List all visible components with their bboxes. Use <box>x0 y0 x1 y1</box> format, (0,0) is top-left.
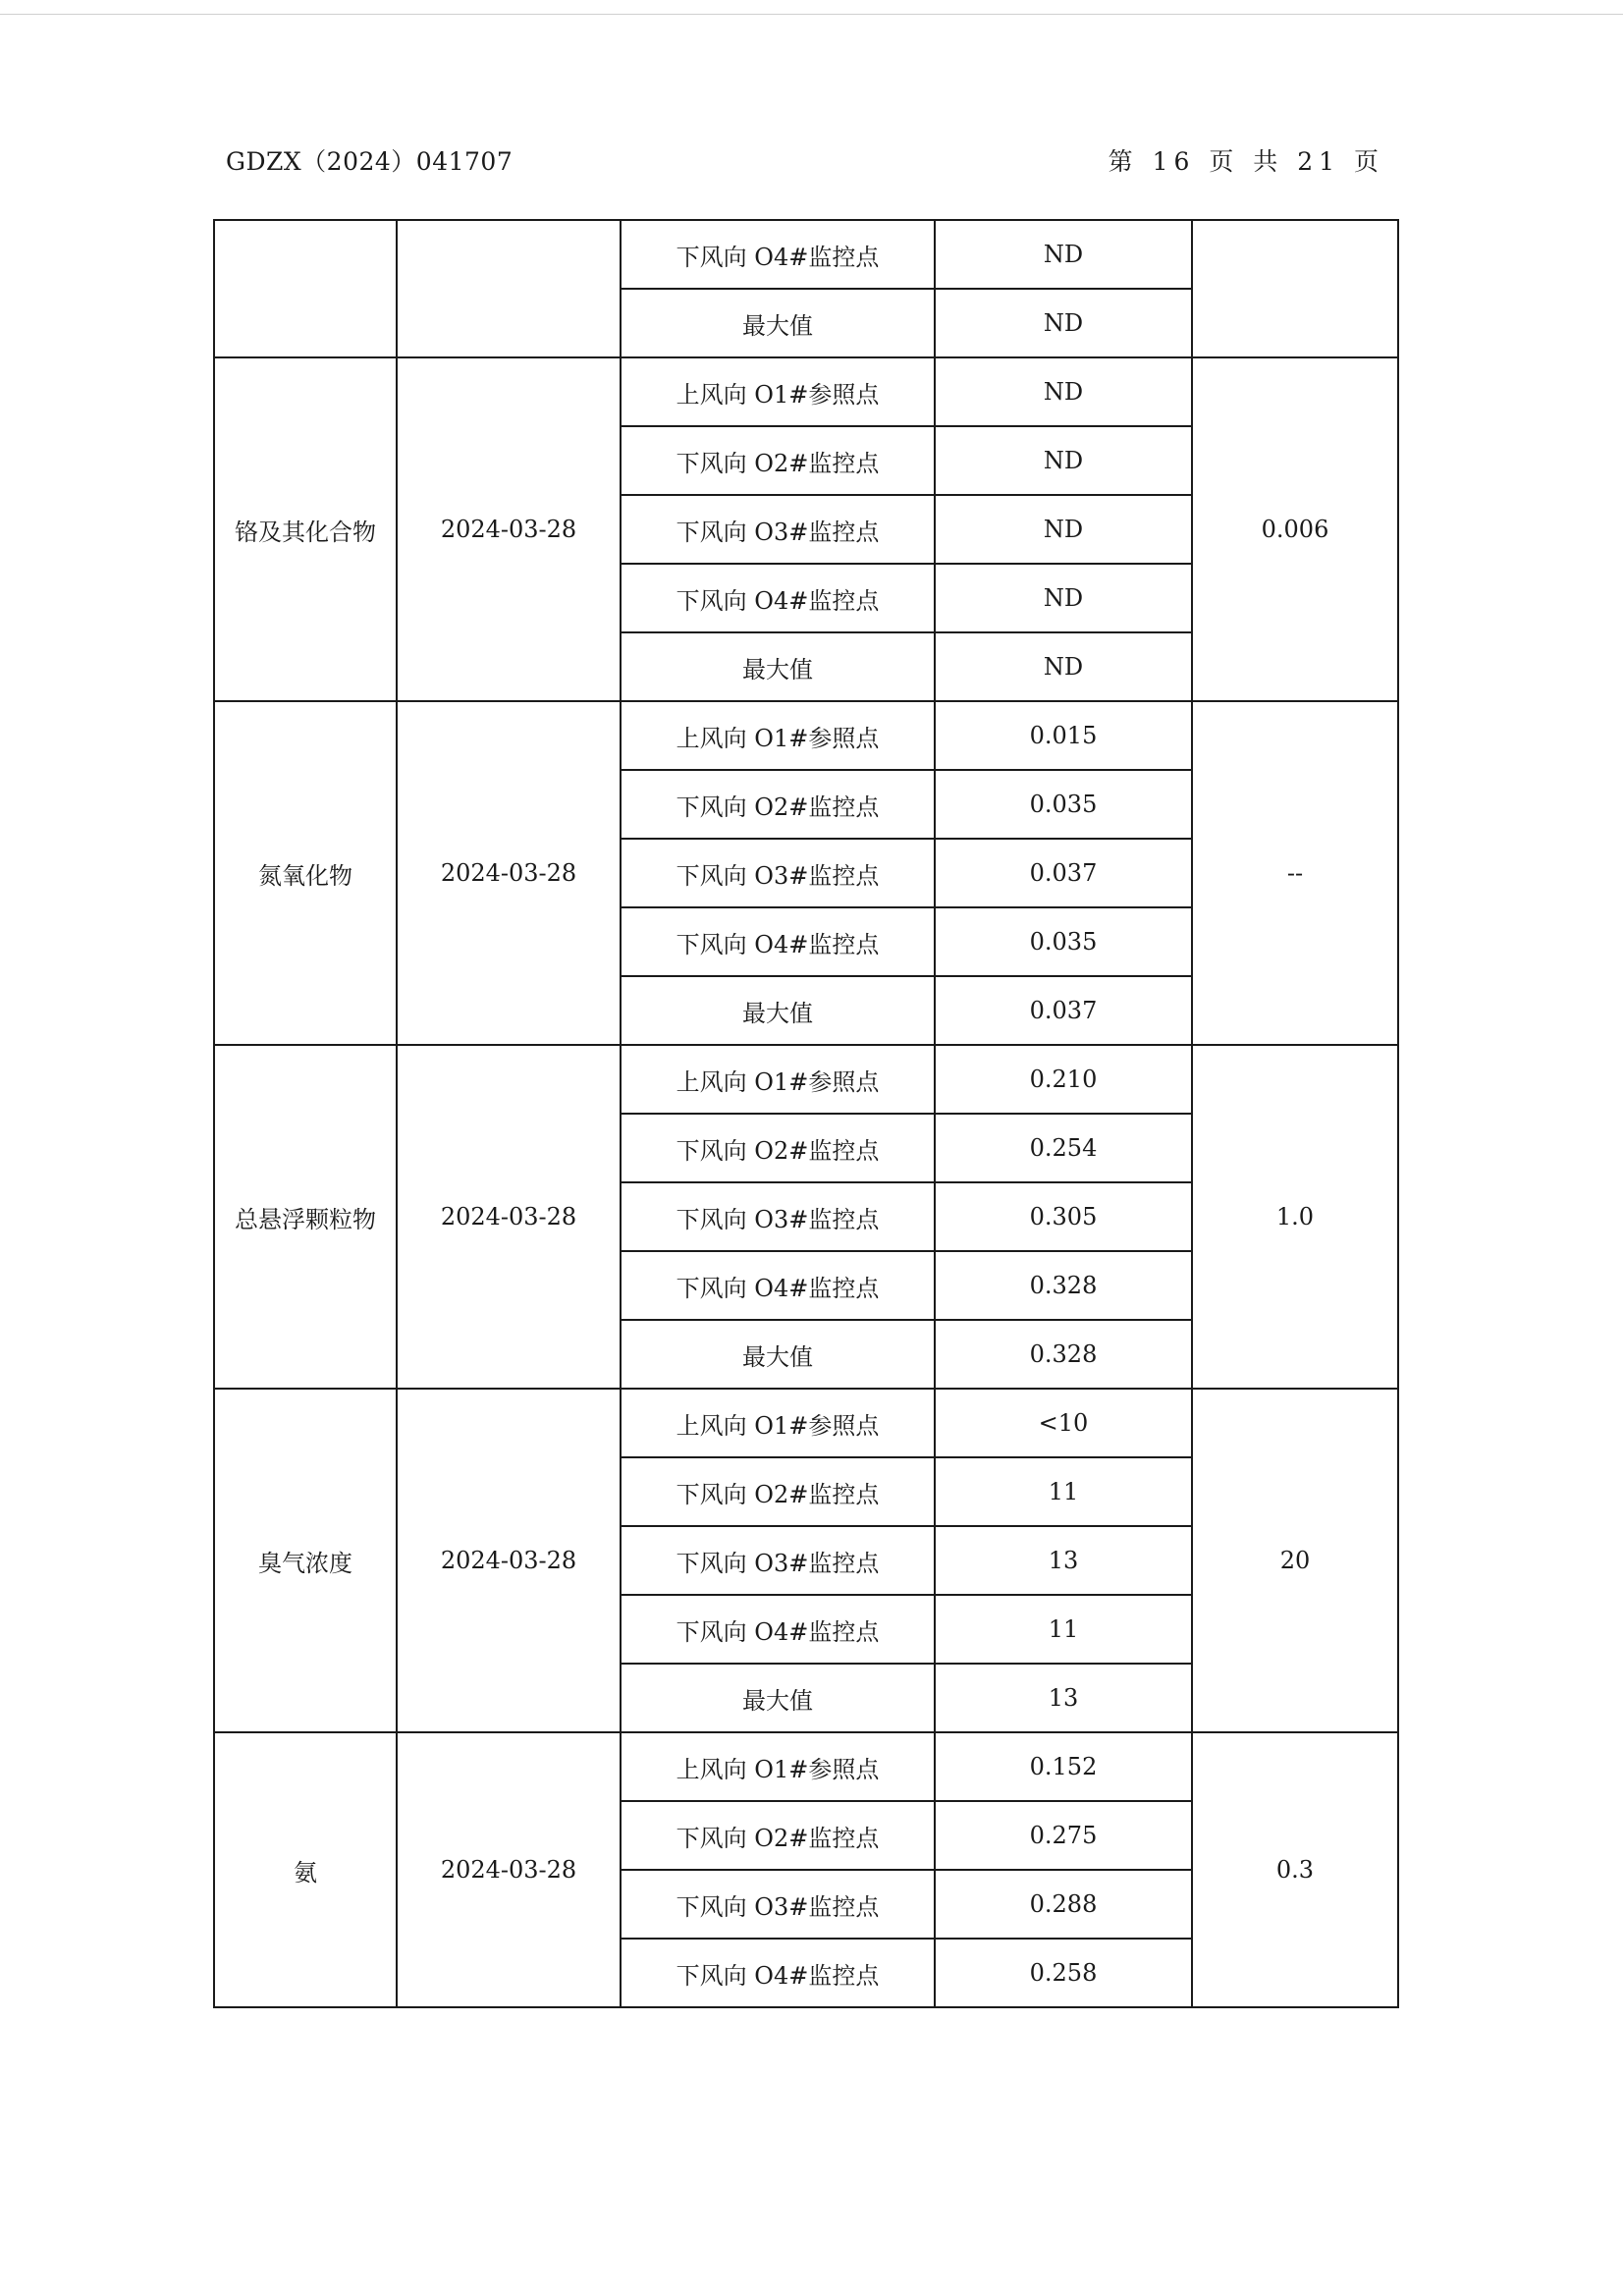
limit-cell <box>1192 220 1398 357</box>
point-cell: 下风向 O4#监控点 <box>621 907 935 976</box>
result-cell: 13 <box>935 1526 1192 1595</box>
limit-cell: -- <box>1192 701 1398 1045</box>
result-cell: 11 <box>935 1457 1192 1526</box>
limit-cell: 20 <box>1192 1389 1398 1732</box>
result-cell: 0.275 <box>935 1801 1192 1870</box>
limit-cell: 0.006 <box>1192 357 1398 701</box>
result-cell: <10 <box>935 1389 1192 1457</box>
point-cell: 下风向 O2#监控点 <box>621 1114 935 1182</box>
date-cell: 2024-03-28 <box>397 1389 621 1732</box>
limit-cell: 1.0 <box>1192 1045 1398 1389</box>
result-cell: 0.210 <box>935 1045 1192 1114</box>
point-cell: 下风向 O3#监控点 <box>621 1526 935 1595</box>
result-cell: 0.152 <box>935 1732 1192 1801</box>
page-number: 第 16 页 共 21 页 <box>1108 147 1384 176</box>
result-cell: 0.258 <box>935 1939 1192 2007</box>
point-cell: 最大值 <box>621 632 935 701</box>
point-cell: 下风向 O2#监控点 <box>621 770 935 839</box>
result-cell: 0.328 <box>935 1320 1192 1389</box>
item-cell: 氨 <box>214 1732 397 2007</box>
scan-top-rule <box>0 14 1623 15</box>
table-row <box>214 701 1398 770</box>
table-body <box>214 220 1398 2007</box>
point-cell: 下风向 O2#监控点 <box>621 1801 935 1870</box>
point-cell: 下风向 O2#监控点 <box>621 1457 935 1526</box>
point-cell: 下风向 O4#监控点 <box>621 564 935 632</box>
point-cell: 最大值 <box>621 289 935 357</box>
result-cell: 0.035 <box>935 907 1192 976</box>
point-cell: 最大值 <box>621 1320 935 1389</box>
item-cell: 铬及其化合物 <box>214 357 397 701</box>
result-cell: 0.035 <box>935 770 1192 839</box>
point-cell: 最大值 <box>621 976 935 1045</box>
table-row <box>214 1389 1398 1457</box>
result-cell: 11 <box>935 1595 1192 1664</box>
result-cell: 13 <box>935 1664 1192 1732</box>
result-cell: ND <box>935 632 1192 701</box>
result-cell: 0.015 <box>935 701 1192 770</box>
point-cell: 最大值 <box>621 1664 935 1732</box>
result-cell: 0.288 <box>935 1870 1192 1939</box>
point-cell: 下风向 O4#监控点 <box>621 220 935 289</box>
point-cell: 上风向 O1#参照点 <box>621 357 935 426</box>
date-cell: 2024-03-28 <box>397 701 621 1045</box>
table-row <box>214 1732 1398 1801</box>
report-code: GDZX（2024）041707 <box>226 147 514 176</box>
point-cell: 下风向 O4#监控点 <box>621 1251 935 1320</box>
date-cell: 2024-03-28 <box>397 357 621 701</box>
result-cell: 0.037 <box>935 976 1192 1045</box>
point-cell: 上风向 O1#参照点 <box>621 701 935 770</box>
point-cell: 上风向 O1#参照点 <box>621 1732 935 1801</box>
result-cell: ND <box>935 495 1192 564</box>
result-cell: ND <box>935 426 1192 495</box>
item-cell: 臭气浓度 <box>214 1389 397 1732</box>
date-cell: 2024-03-28 <box>397 1732 621 2007</box>
result-cell: 0.037 <box>935 839 1192 907</box>
result-cell: ND <box>935 564 1192 632</box>
result-cell: 0.305 <box>935 1182 1192 1251</box>
result-cell: ND <box>935 357 1192 426</box>
page-header <box>226 142 1384 182</box>
result-cell: 0.328 <box>935 1251 1192 1320</box>
point-cell: 上风向 O1#参照点 <box>621 1389 935 1457</box>
item-cell <box>214 220 397 357</box>
table-row <box>214 357 1398 426</box>
limit-cell: 0.3 <box>1192 1732 1398 2007</box>
table-row <box>214 1045 1398 1114</box>
table-row <box>214 220 1398 289</box>
date-cell <box>397 220 621 357</box>
point-cell: 下风向 O3#监控点 <box>621 495 935 564</box>
point-cell: 下风向 O3#监控点 <box>621 1870 935 1939</box>
result-cell: ND <box>935 289 1192 357</box>
result-cell: ND <box>935 220 1192 289</box>
point-cell: 上风向 O1#参照点 <box>621 1045 935 1114</box>
date-cell: 2024-03-28 <box>397 1045 621 1389</box>
point-cell: 下风向 O4#监控点 <box>621 1595 935 1664</box>
point-cell: 下风向 O3#监控点 <box>621 839 935 907</box>
item-cell: 氮氧化物 <box>214 701 397 1045</box>
point-cell: 下风向 O2#监控点 <box>621 426 935 495</box>
point-cell: 下风向 O4#监控点 <box>621 1939 935 2007</box>
point-cell: 下风向 O3#监控点 <box>621 1182 935 1251</box>
result-cell: 0.254 <box>935 1114 1192 1182</box>
monitoring-results-table <box>213 219 1399 2008</box>
item-cell: 总悬浮颗粒物 <box>214 1045 397 1389</box>
